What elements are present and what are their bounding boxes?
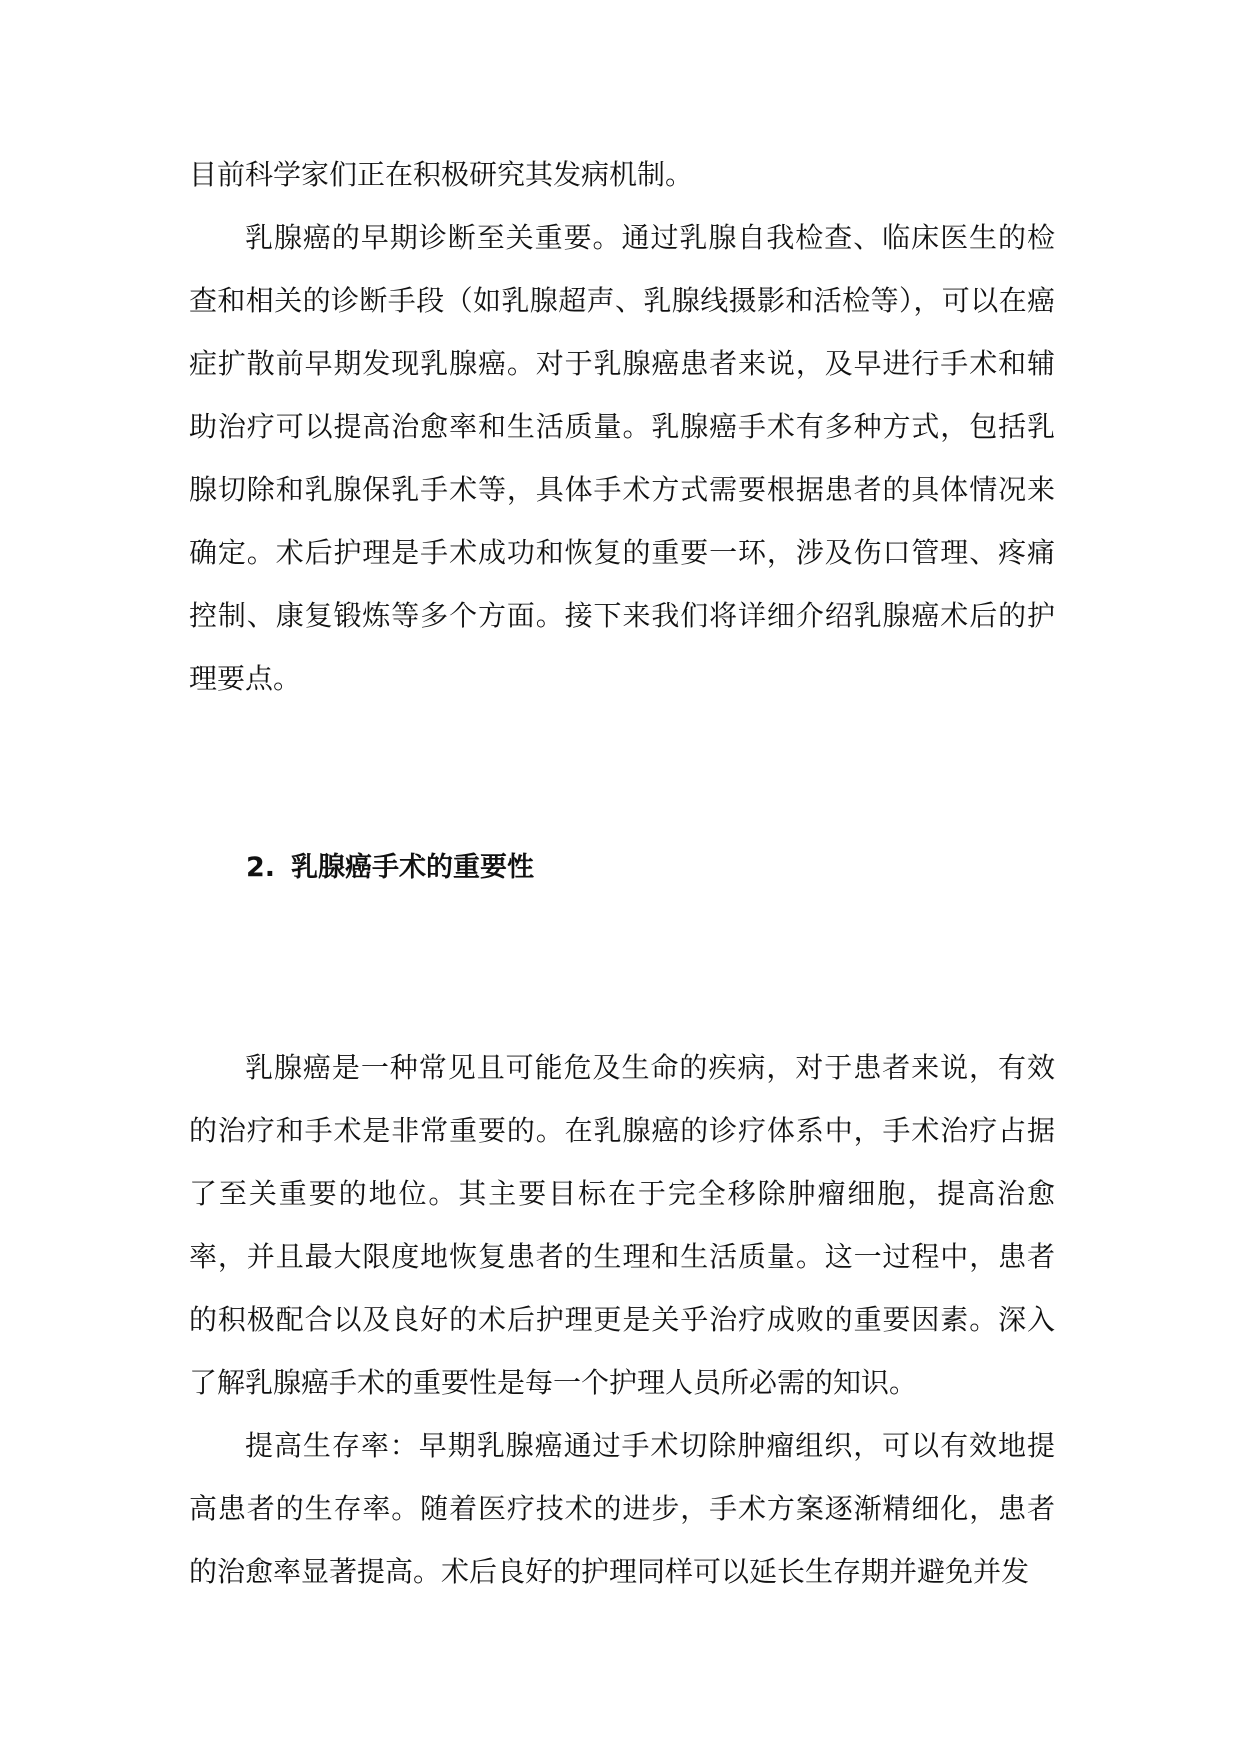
text-block-bottom (189, 1036, 1055, 1603)
section-heading (246, 836, 946, 899)
text-block-top (189, 143, 1055, 710)
paragraph-survival-rate: 提高生存率：早期乳腺癌通过手术切除肿瘤组织，可以有效地提高患者的生存率。随着医疗技术的进步，手术方案逐渐精细化，患者的治愈率显著提高。术后良好的护理同样可以延长生存期并避免并发 (189, 1429, 1055, 1588)
section-number: 2. (246, 852, 276, 883)
paragraph-continuation: 目前科学家们正在积极研究其发病机制。 (189, 158, 694, 191)
paragraph-early-diagnosis: 乳腺癌的早期诊断至关重要。通过乳腺自我检查、临床医生的检查和相关的诊断手段（如乳腺超声、乳腺线摄影和活检等），可以在癌症扩散前早期发现乳腺癌。对于乳腺癌患者来说，及早进行手术和辅助治疗可以提高治愈率和生活质量。乳腺癌手术有多种方式，包括乳腺切除和乳腺保乳手术等，具体手术方式需要根据患者的具体情况来确定。术后护理是手术成功和恢复的重要一环，涉及伤口管理、疼痛控制、康复锻炼等多个方面。接下来我们将详细介绍乳腺癌术后的护理要点。 (189, 221, 1055, 695)
paragraph-surgery-importance: 乳腺癌是一种常见且可能危及生命的疾病，对于患者来说，有效的治疗和手术是非常重要的。在乳腺癌的诊疗体系中，手术治疗占据了至关重要的地位。其主要目标在于完全移除肿瘤细胞，提高治愈率，并且最大限度地恢复患者的生理和生活质量。这一过程中，患者的积极配合以及良好的术后护理更是关乎治疗成败的重要因素。深入了解乳腺癌手术的重要性是每一个护理人员所必需的知识。 (189, 1051, 1055, 1399)
section-title: 乳腺癌手术的重要性 (291, 852, 535, 883)
